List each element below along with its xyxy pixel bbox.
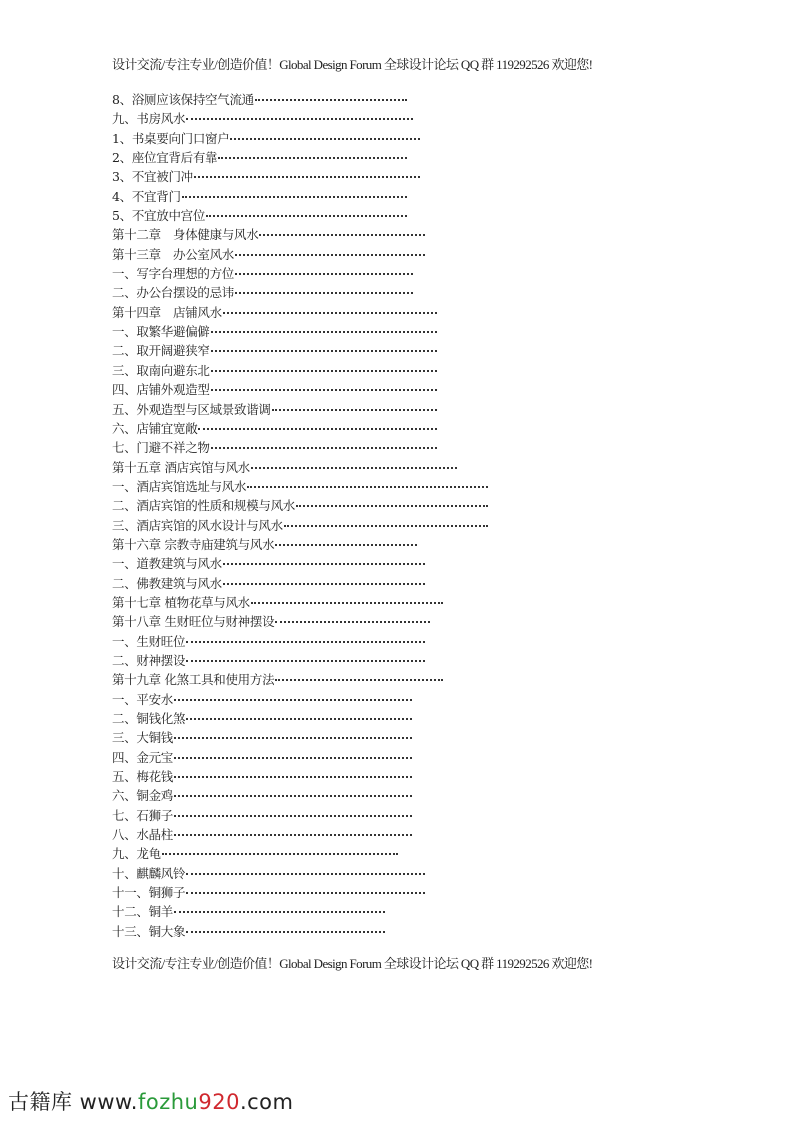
toc-entry-title: 一、生财旺位	[112, 633, 186, 649]
toc-entry-title: 第十七章 植物花草与风水	[112, 594, 250, 610]
dot-leader	[174, 699, 412, 701]
toc-entry-title: 一、平安水	[112, 691, 174, 707]
toc-entry[interactable]	[112, 690, 412, 709]
toc-entry-title: 十二、铜羊	[112, 904, 174, 920]
toc-entry[interactable]	[112, 322, 437, 341]
toc-entry-title: 一、酒店宾馆选址与风水	[112, 478, 247, 494]
toc-entry[interactable]	[112, 651, 425, 670]
toc-entry-title: 3、不宜被门冲	[112, 169, 193, 185]
toc-entry[interactable]	[112, 864, 425, 883]
dot-leader	[174, 737, 412, 739]
toc-entry-title: 一、取繁华避偏僻	[112, 324, 210, 340]
toc-entry-title: 5、不宜放中宫位	[112, 208, 206, 224]
dot-leader	[198, 428, 437, 430]
dot-leader	[186, 118, 413, 120]
dot-leader	[211, 389, 437, 391]
toc-entry[interactable]	[112, 90, 407, 109]
toc-entry[interactable]	[112, 922, 385, 941]
toc-entry[interactable]	[112, 109, 413, 128]
toc-entry-title: 三、取南向避东北	[112, 362, 210, 378]
dot-leader	[223, 583, 425, 585]
toc-entry[interactable]	[112, 767, 412, 786]
toc-entry[interactable]	[112, 264, 413, 283]
watermark-prefix: 古籍库 www.	[8, 1090, 138, 1114]
toc-entry[interactable]	[112, 245, 425, 264]
toc-entry[interactable]	[112, 883, 425, 902]
toc-entry-title: 一、道教建筑与风水	[112, 556, 222, 572]
toc-entry[interactable]	[112, 225, 425, 244]
dot-leader	[247, 486, 488, 488]
toc-entry[interactable]	[112, 728, 412, 747]
toc-entry[interactable]	[112, 516, 488, 535]
toc-entry[interactable]	[112, 612, 430, 631]
toc-entry[interactable]	[112, 806, 412, 825]
toc-entry-title: 二、财神摆设	[112, 652, 186, 668]
dot-leader	[182, 196, 407, 198]
dot-leader	[259, 234, 425, 236]
dot-leader	[218, 157, 407, 159]
dot-leader	[272, 409, 437, 411]
page-footer: 设计交流/专注专业/创造价值！Global Design Forum 全球设计论坛 QQ 群 119292526 欢迎您!	[112, 956, 593, 971]
toc-entry[interactable]	[112, 496, 488, 515]
dot-leader	[174, 776, 412, 778]
watermark-suffix: .com	[239, 1090, 294, 1114]
dot-leader	[211, 331, 437, 333]
toc-entry-title: 九、书房风水	[112, 111, 186, 127]
toc-entry[interactable]	[112, 844, 398, 863]
toc-entry[interactable]	[112, 438, 437, 457]
toc-entry[interactable]	[112, 670, 443, 689]
dot-leader	[296, 505, 488, 507]
toc-entry-title: 二、办公台摆设的忌讳	[112, 285, 235, 301]
toc-entry-title: 一、写字台理想的方位	[112, 266, 235, 282]
toc-entry-title: 九、龙龟	[112, 846, 161, 862]
toc-entry[interactable]	[112, 593, 443, 612]
toc-entry-title: 七、门避不祥之物	[112, 440, 210, 456]
dot-leader	[186, 718, 412, 720]
toc-entry[interactable]	[112, 303, 437, 322]
dot-leader	[235, 273, 413, 275]
toc-entry-title: 2、座位宜背后有靠	[112, 150, 218, 166]
toc-entry[interactable]	[112, 283, 413, 302]
page-header: 设计交流/专注专业/创造价值！Global Design Forum 全球设计论坛 QQ 群 119292526 欢迎您!	[112, 57, 593, 72]
table-of-contents	[112, 90, 488, 941]
watermark-logo	[8, 1086, 293, 1116]
watermark-red: 920	[198, 1090, 240, 1114]
dot-leader	[251, 467, 457, 469]
toc-entry[interactable]	[112, 187, 407, 206]
toc-entry[interactable]	[112, 477, 488, 496]
toc-entry-title: 五、梅花钱	[112, 769, 174, 785]
dot-leader	[186, 931, 385, 933]
dot-leader	[211, 350, 437, 352]
toc-entry[interactable]	[112, 786, 412, 805]
toc-entry-title: 四、金元宝	[112, 749, 174, 765]
toc-entry[interactable]	[112, 632, 425, 651]
dot-leader	[186, 873, 425, 875]
toc-entry[interactable]	[112, 825, 412, 844]
toc-entry[interactable]	[112, 341, 437, 360]
toc-entry-title: 二、铜钱化煞	[112, 711, 186, 726]
toc-entry-title: 二、取开阔避狭窄	[112, 343, 210, 359]
dot-leader	[174, 911, 385, 913]
toc-entry-title: 第十二章 身体健康与风水	[112, 227, 259, 243]
toc-entry-title: 十、麒麟风铃	[112, 865, 186, 881]
dot-leader	[174, 757, 412, 759]
dot-leader	[211, 447, 437, 449]
toc-entry-title: 8、浴厕应该保持空气流通	[112, 92, 254, 107]
dot-leader	[235, 254, 425, 256]
toc-entry-title: 二、佛教建筑与风水	[112, 575, 222, 591]
toc-entry-title: 第十三章 办公室风水	[112, 246, 235, 262]
toc-entry[interactable]	[112, 458, 457, 477]
dot-leader	[174, 834, 412, 836]
toc-entry-title: 第十四章 店铺风水	[112, 304, 222, 320]
toc-entry[interactable]	[112, 380, 437, 399]
toc-entry-title: 4、不宜背门	[112, 188, 181, 204]
toc-entry-title: 五、外观造型与区域景致谐调	[112, 401, 271, 417]
toc-entry[interactable]	[112, 361, 437, 380]
toc-entry-title: 七、石狮子	[112, 807, 174, 823]
dot-leader	[211, 370, 437, 372]
dot-leader	[206, 215, 407, 217]
dot-leader	[275, 621, 430, 623]
dot-leader	[162, 853, 398, 855]
toc-entry[interactable]	[112, 206, 407, 225]
dot-leader	[186, 660, 425, 662]
dot-leader	[223, 563, 425, 565]
toc-entry-title: 三、酒店宾馆的风水设计与风水	[112, 517, 283, 533]
dot-leader	[223, 312, 437, 314]
toc-entry[interactable]	[112, 709, 412, 728]
toc-entry-title: 十三、铜大象	[112, 923, 186, 939]
dot-leader	[186, 641, 425, 643]
toc-entry-title: 三、大铜钱	[112, 730, 174, 746]
toc-entry[interactable]	[112, 129, 420, 148]
watermark-green: fozhu	[137, 1090, 199, 1114]
toc-entry-title: 1、书桌要向门口窗户	[112, 130, 230, 146]
toc-entry-title: 六、铜金鸡	[112, 788, 174, 804]
dot-leader	[186, 892, 425, 894]
toc-entry[interactable]	[112, 148, 407, 167]
toc-entry[interactable]	[112, 574, 425, 593]
toc-entry[interactable]	[112, 554, 425, 573]
toc-entry[interactable]	[112, 535, 417, 554]
toc-entry-title: 第十五章 酒店宾馆与风水	[112, 459, 250, 475]
toc-entry-title: 第十九章 化煞工具和使用方法	[112, 672, 275, 688]
dot-leader	[174, 795, 412, 797]
toc-entry[interactable]	[112, 902, 385, 921]
toc-entry[interactable]	[112, 400, 437, 419]
toc-entry-title: 第十六章 宗教寺庙建筑与风水	[112, 536, 275, 552]
toc-entry-title: 第十八章 生财旺位与财神摆设	[112, 614, 275, 630]
toc-entry[interactable]	[112, 167, 420, 186]
toc-entry-title: 八、水晶柱	[112, 827, 174, 843]
dot-leader	[275, 679, 443, 681]
dot-leader	[174, 815, 412, 817]
toc-entry-title: 十一、铜狮子	[112, 885, 186, 901]
dot-leader	[284, 525, 488, 527]
dot-leader	[230, 138, 420, 140]
dot-leader	[275, 544, 417, 546]
toc-entry[interactable]	[112, 419, 437, 438]
toc-entry[interactable]	[112, 748, 412, 767]
toc-entry-title: 二、酒店宾馆的性质和规模与风水	[112, 498, 296, 514]
dot-leader	[255, 99, 407, 101]
dot-leader	[194, 176, 420, 178]
toc-entry-title: 四、店铺外观造型	[112, 382, 210, 398]
toc-entry-title: 六、店铺宜宽敞	[112, 420, 198, 436]
dot-leader	[251, 602, 443, 604]
dot-leader	[235, 292, 413, 294]
